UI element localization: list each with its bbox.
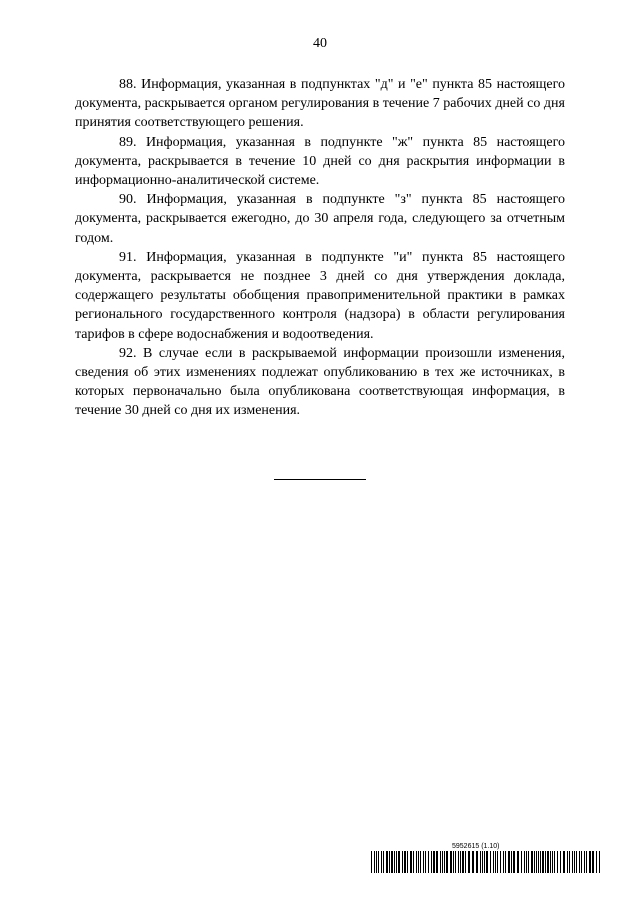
barcode-bar: [589, 851, 591, 873]
barcode-bar: [500, 851, 501, 873]
barcode-bar: [524, 851, 525, 873]
end-of-text-rule: [274, 479, 366, 480]
barcode-bar: [428, 851, 429, 873]
barcode-bar: [503, 851, 504, 873]
barcode-bar: [554, 851, 555, 873]
barcode-bar: [398, 851, 400, 873]
barcode-bar: [542, 851, 544, 873]
barcode-bar: [465, 851, 466, 873]
barcode-bar: [513, 851, 515, 873]
barcode-icon: [371, 851, 600, 873]
barcode-bar: [574, 851, 575, 873]
barcode-bar: [581, 851, 582, 873]
barcode-bar: [402, 851, 403, 873]
barcode-bar: [531, 851, 533, 873]
barcode-bar: [386, 851, 388, 873]
barcode-bar: [536, 851, 537, 873]
barcode-bar: [508, 851, 510, 873]
barcode-bar: [526, 851, 527, 873]
barcode-bar: [389, 851, 390, 873]
barcode-bar: [517, 851, 519, 873]
barcode-bar: [505, 851, 506, 873]
document-code: 5952615 (1.10): [452, 843, 500, 850]
barcode-bar: [450, 851, 452, 873]
barcode-bar: [410, 851, 412, 873]
barcode-bar: [440, 851, 441, 873]
barcode-bar: [376, 851, 377, 873]
barcode-bar: [528, 851, 529, 873]
paragraph-90: 90. Информация, указанная в подпункте "з" пункта 85 настоящего документа, раскрывается ежегодно, до 30 апреля года, следующего за отчетным годом.: [75, 192, 565, 246]
barcode-bar: [458, 851, 459, 873]
barcode-bar: [538, 851, 539, 873]
barcode-bar: [534, 851, 535, 873]
barcode-bar: [420, 851, 421, 873]
barcode-bar: [374, 851, 375, 873]
barcode-bar: [472, 851, 474, 873]
barcode-bar: [521, 851, 522, 873]
barcode-bar: [572, 851, 573, 873]
barcode-bar: [460, 851, 461, 873]
barcode-bar: [383, 851, 384, 873]
barcode-bar: [418, 851, 419, 873]
document-body: [75, 75, 565, 421]
barcode-bar: [378, 851, 379, 873]
barcode-bar: [444, 851, 445, 873]
barcode-bar: [579, 851, 580, 873]
barcode-bar: [560, 851, 561, 873]
barcode-bar: [425, 851, 426, 873]
barcode-bar: [552, 851, 553, 873]
barcode-bar: [550, 851, 551, 873]
barcode-bar: [446, 851, 448, 873]
barcode-bar: [592, 851, 594, 873]
barcode-bar: [476, 851, 478, 873]
barcode-bar: [391, 851, 393, 873]
barcode-bar: [569, 851, 570, 873]
barcode-bar: [596, 851, 597, 873]
barcode-bar: [511, 851, 512, 873]
barcode-bar: [584, 851, 585, 873]
barcode-bar: [468, 851, 470, 873]
barcode-bar: [497, 851, 498, 873]
page-number: 40: [313, 36, 327, 51]
paragraph-88: 88. Информация, указанная в подпунктах "д" и "е" пункта 85 настоящего документа, раскрывается органом регулирования в течение 7 рабочих дней со дня принятия соответствующего решения.: [75, 77, 565, 131]
barcode-bar: [462, 851, 464, 873]
barcode-bar: [484, 851, 485, 873]
barcode-bar: [480, 851, 481, 873]
barcode-bar: [381, 851, 382, 873]
barcode-bar: [547, 851, 549, 873]
barcode-bar: [493, 851, 494, 873]
barcode-bar: [557, 851, 558, 873]
barcode-bar: [371, 851, 372, 873]
barcode-bar: [413, 851, 414, 873]
barcode-bar: [486, 851, 488, 873]
barcode-bar: [540, 851, 541, 873]
barcode-bar: [431, 851, 432, 873]
barcode-bar: [563, 851, 565, 873]
barcode-bar: [416, 851, 417, 873]
barcode-bar: [423, 851, 424, 873]
barcode-bar: [433, 851, 435, 873]
barcode-bar: [586, 851, 587, 873]
barcode-bar: [396, 851, 397, 873]
barcode-bar: [436, 851, 438, 873]
barcode-bar: [545, 851, 546, 873]
barcode-bar: [490, 851, 491, 873]
barcode-bar: [567, 851, 568, 873]
barcode-bar: [482, 851, 483, 873]
barcode-bar: [495, 851, 496, 873]
paragraph-89: 89. Информация, указанная в подпункте "ж" пункта 85 настоящего документа, раскрывается в течение 10 дней со дня раскрытия информации в информационно-аналитической системе.: [75, 134, 565, 189]
barcode-bar: [576, 851, 577, 873]
barcode-bar: [394, 851, 395, 873]
paragraph-91: 91. Информация, указанная в подпункте "и" пункта 85 настоящего документа, раскрывается не позднее 3 дней со дня утверждения доклада, содержащего результаты обобщения правоприменительной практики в рамках регионального государственного контроля (надзора) в области регулирования тарифов в сфере водоснабжения и водоотведения.: [75, 249, 565, 342]
barcode-bar: [599, 851, 600, 873]
barcode-bar: [407, 851, 408, 873]
barcode-bar: [404, 851, 406, 873]
paragraph-92: 92. В случае если в раскрываемой информации произошли изменения, сведения об этих изменениях подлежат опубликованию в тех же источниках, в которых первоначально была опубликована соответствующая информация, в течение 30 дней со дня их изменения.: [75, 345, 565, 419]
barcode-bar: [455, 851, 456, 873]
barcode-bar: [442, 851, 443, 873]
barcode-bar: [453, 851, 454, 873]
